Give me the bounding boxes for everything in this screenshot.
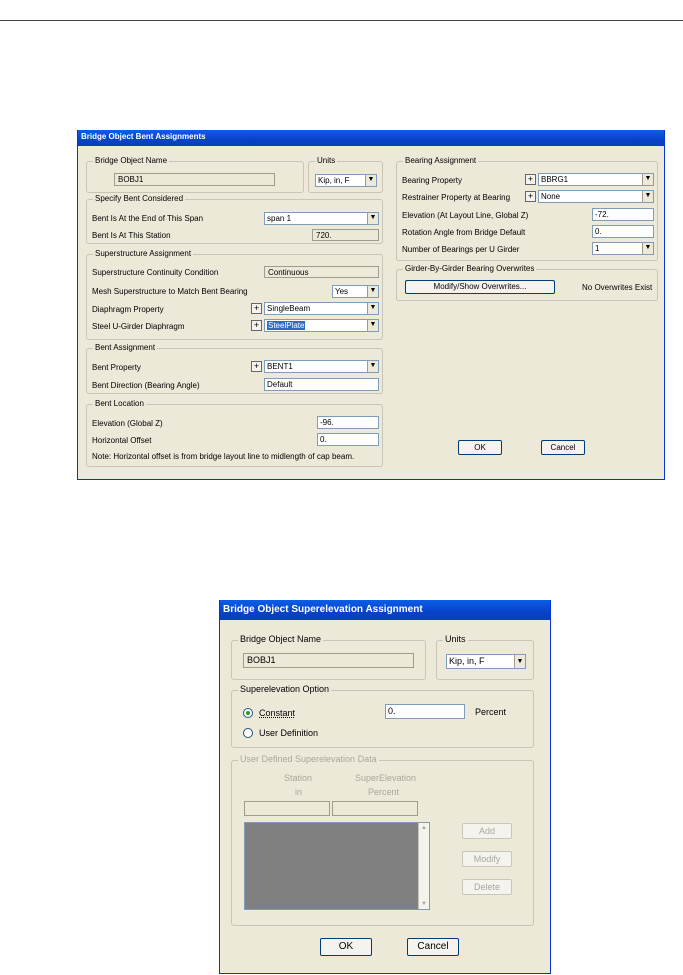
bearing-property-add-icon[interactable]: + [525,174,536,185]
bent-location-legend: Bent Location [95,399,144,408]
chevron-down-icon[interactable]: ▼ [514,655,525,668]
percent-label: Percent [475,707,507,717]
user-data-legend: User Defined Superelevation Data [240,754,377,764]
steel-girder-label: Steel U-Girder Diaphragm [92,322,185,331]
bent-assignments-dialog [77,130,665,480]
bearing-property-select[interactable] [538,173,654,186]
bearing-elevation-label: Elevation (At Layout Line, Global Z) [402,211,529,220]
superelevation-header: SuperElevation [355,773,417,783]
dialog-title: Bridge Object Bent Assignments [78,130,664,146]
restrainer-add-icon[interactable]: + [525,191,536,202]
end-of-span-value: span 1 [267,214,292,223]
restrainer-select[interactable] [538,190,654,203]
chevron-down-icon[interactable]: ▼ [367,213,378,224]
station-label: Bent Is At This Station [92,231,171,240]
steel-girder-add-icon[interactable]: + [251,320,262,331]
bearing-property-value: BBRG1 [541,175,569,184]
bridge-object-name-field: BOBJ1 [243,653,414,668]
end-of-span-select[interactable] [264,212,379,225]
overwrites-status: No Overwrites Exist [582,283,653,292]
scroll-down-icon[interactable]: ▼ [421,901,427,907]
continuity-label: Superstructure Continuity Condition [92,268,219,277]
diaphragm-select[interactable] [264,302,379,315]
station-field: 720. [312,229,379,241]
station-header: Station [284,773,313,783]
overwrites-group [396,264,658,301]
chevron-down-icon[interactable]: ▼ [642,191,653,202]
rotation-label: Rotation Angle from Bridge Default [402,228,526,237]
superstructure-group [86,249,383,340]
units-select-value: Kip, in, F [449,656,485,666]
mesh-value: Yes [335,287,349,296]
overwrites-legend: Girder-By-Girder Bearing Overwrites [405,264,535,273]
bearing-assignment-legend: Bearing Assignment [405,156,477,165]
chevron-down-icon[interactable]: ▼ [367,303,378,314]
user-data-group [231,754,534,926]
end-of-span-label: Bent Is At the End of This Span [92,214,204,223]
list-scrollbar[interactable] [418,823,429,909]
modify-overwrites-button[interactable]: Modify/Show Overwrites... [405,280,555,294]
page-rule [0,20,683,21]
chevron-down-icon[interactable]: ▼ [642,243,653,254]
bearing-property-label: Bearing Property [402,176,463,185]
dialog-title: Bridge Object Superelevation Assignment [220,600,550,620]
chevron-down-icon[interactable]: ▼ [365,175,376,186]
mesh-select[interactable] [332,285,379,298]
diaphragm-label: Diaphragm Property [92,305,164,314]
steel-girder-value: SteelPlate [268,321,305,330]
bent-property-select[interactable] [264,360,379,373]
bridge-object-name-group [231,634,426,680]
restrainer-label: Restrainer Property at Bearing [402,193,511,202]
horizontal-offset-input[interactable]: 0. [317,433,379,446]
units-select[interactable] [446,654,526,669]
bent-property-add-icon[interactable]: + [251,361,262,372]
cancel-button[interactable]: Cancel [541,440,585,455]
continuity-field: Continuous [264,266,379,278]
constant-radio[interactable] [243,708,253,718]
horizontal-offset-label: Horizontal Offset [92,436,152,445]
superelevation-list[interactable] [244,822,430,910]
chevron-down-icon[interactable]: ▼ [367,320,378,331]
bearing-elevation-input[interactable]: -72. [592,208,654,221]
superelevation-option-group [231,684,534,748]
superelevation-option-legend: Superelevation Option [240,684,330,694]
bridge-object-name-legend: Bridge Object Name [95,156,168,165]
station-unit-header: in [295,787,303,797]
rotation-input[interactable]: 0. [592,225,654,238]
bent-assignment-legend: Bent Assignment [95,343,156,352]
units-group [436,634,534,680]
scroll-up-icon[interactable]: ▲ [421,825,427,831]
percent-input[interactable]: 0. [385,704,465,719]
specify-bent-legend: Specify Bent Considered [95,194,184,203]
units-legend: Units [445,634,466,644]
units-select[interactable] [315,174,377,187]
bridge-object-name-field: BOBJ1 [114,173,275,186]
percent-unit-header: Percent [368,787,400,797]
user-definition-label[interactable]: User Definition [259,728,319,738]
units-select-value: Kip, in, F [318,176,350,185]
cancel-button[interactable]: Cancel [407,938,459,956]
diaphragm-add-icon[interactable]: + [251,303,262,314]
chevron-down-icon[interactable]: ▼ [642,174,653,185]
offset-note: Note: Horizontal offset is from bridge layout line to midlength of cap beam. [92,452,355,461]
bearing-assignment-group [396,156,658,261]
restrainer-value: None [541,192,561,201]
user-definition-radio[interactable] [243,728,253,738]
bridge-object-name-legend: Bridge Object Name [240,634,322,644]
location-elevation-label: Elevation (Global Z) [92,419,163,428]
units-group [308,156,383,193]
mesh-label: Mesh Superstructure to Match Bent Bearing [92,287,248,296]
constant-label[interactable]: Constant [259,708,296,718]
station-entry [244,801,330,816]
bearing-count-select[interactable] [592,242,654,255]
chevron-down-icon[interactable]: ▼ [367,286,378,297]
bridge-object-name-group [86,156,304,193]
bent-location-group [86,399,383,467]
bent-assignment-group [86,343,383,394]
bearing-count-value: 1 [595,244,600,253]
bent-direction-input[interactable]: Default [264,378,379,391]
delete-button[interactable]: Delete [462,879,512,895]
chevron-down-icon[interactable]: ▼ [367,361,378,372]
bent-property-value: BENT1 [267,362,293,371]
superelevation-entry [332,801,418,816]
diaphragm-value: SingleBeam [267,304,311,313]
units-legend: Units [317,156,336,165]
ok-button[interactable]: OK [320,938,372,956]
superelevation-dialog [219,600,551,974]
modify-button[interactable]: Modify [462,851,512,867]
add-button[interactable]: Add [462,823,512,839]
ok-button[interactable]: OK [458,440,502,455]
specify-bent-group [86,194,383,244]
bent-direction-label: Bent Direction (Bearing Angle) [92,381,200,390]
bearing-count-label: Number of Bearings per U Girder [402,245,520,254]
location-elevation-input[interactable]: -96. [317,416,379,429]
superstructure-legend: Superstructure Assignment [95,249,192,258]
steel-girder-select[interactable] [264,319,379,332]
bent-property-label: Bent Property [92,363,141,372]
